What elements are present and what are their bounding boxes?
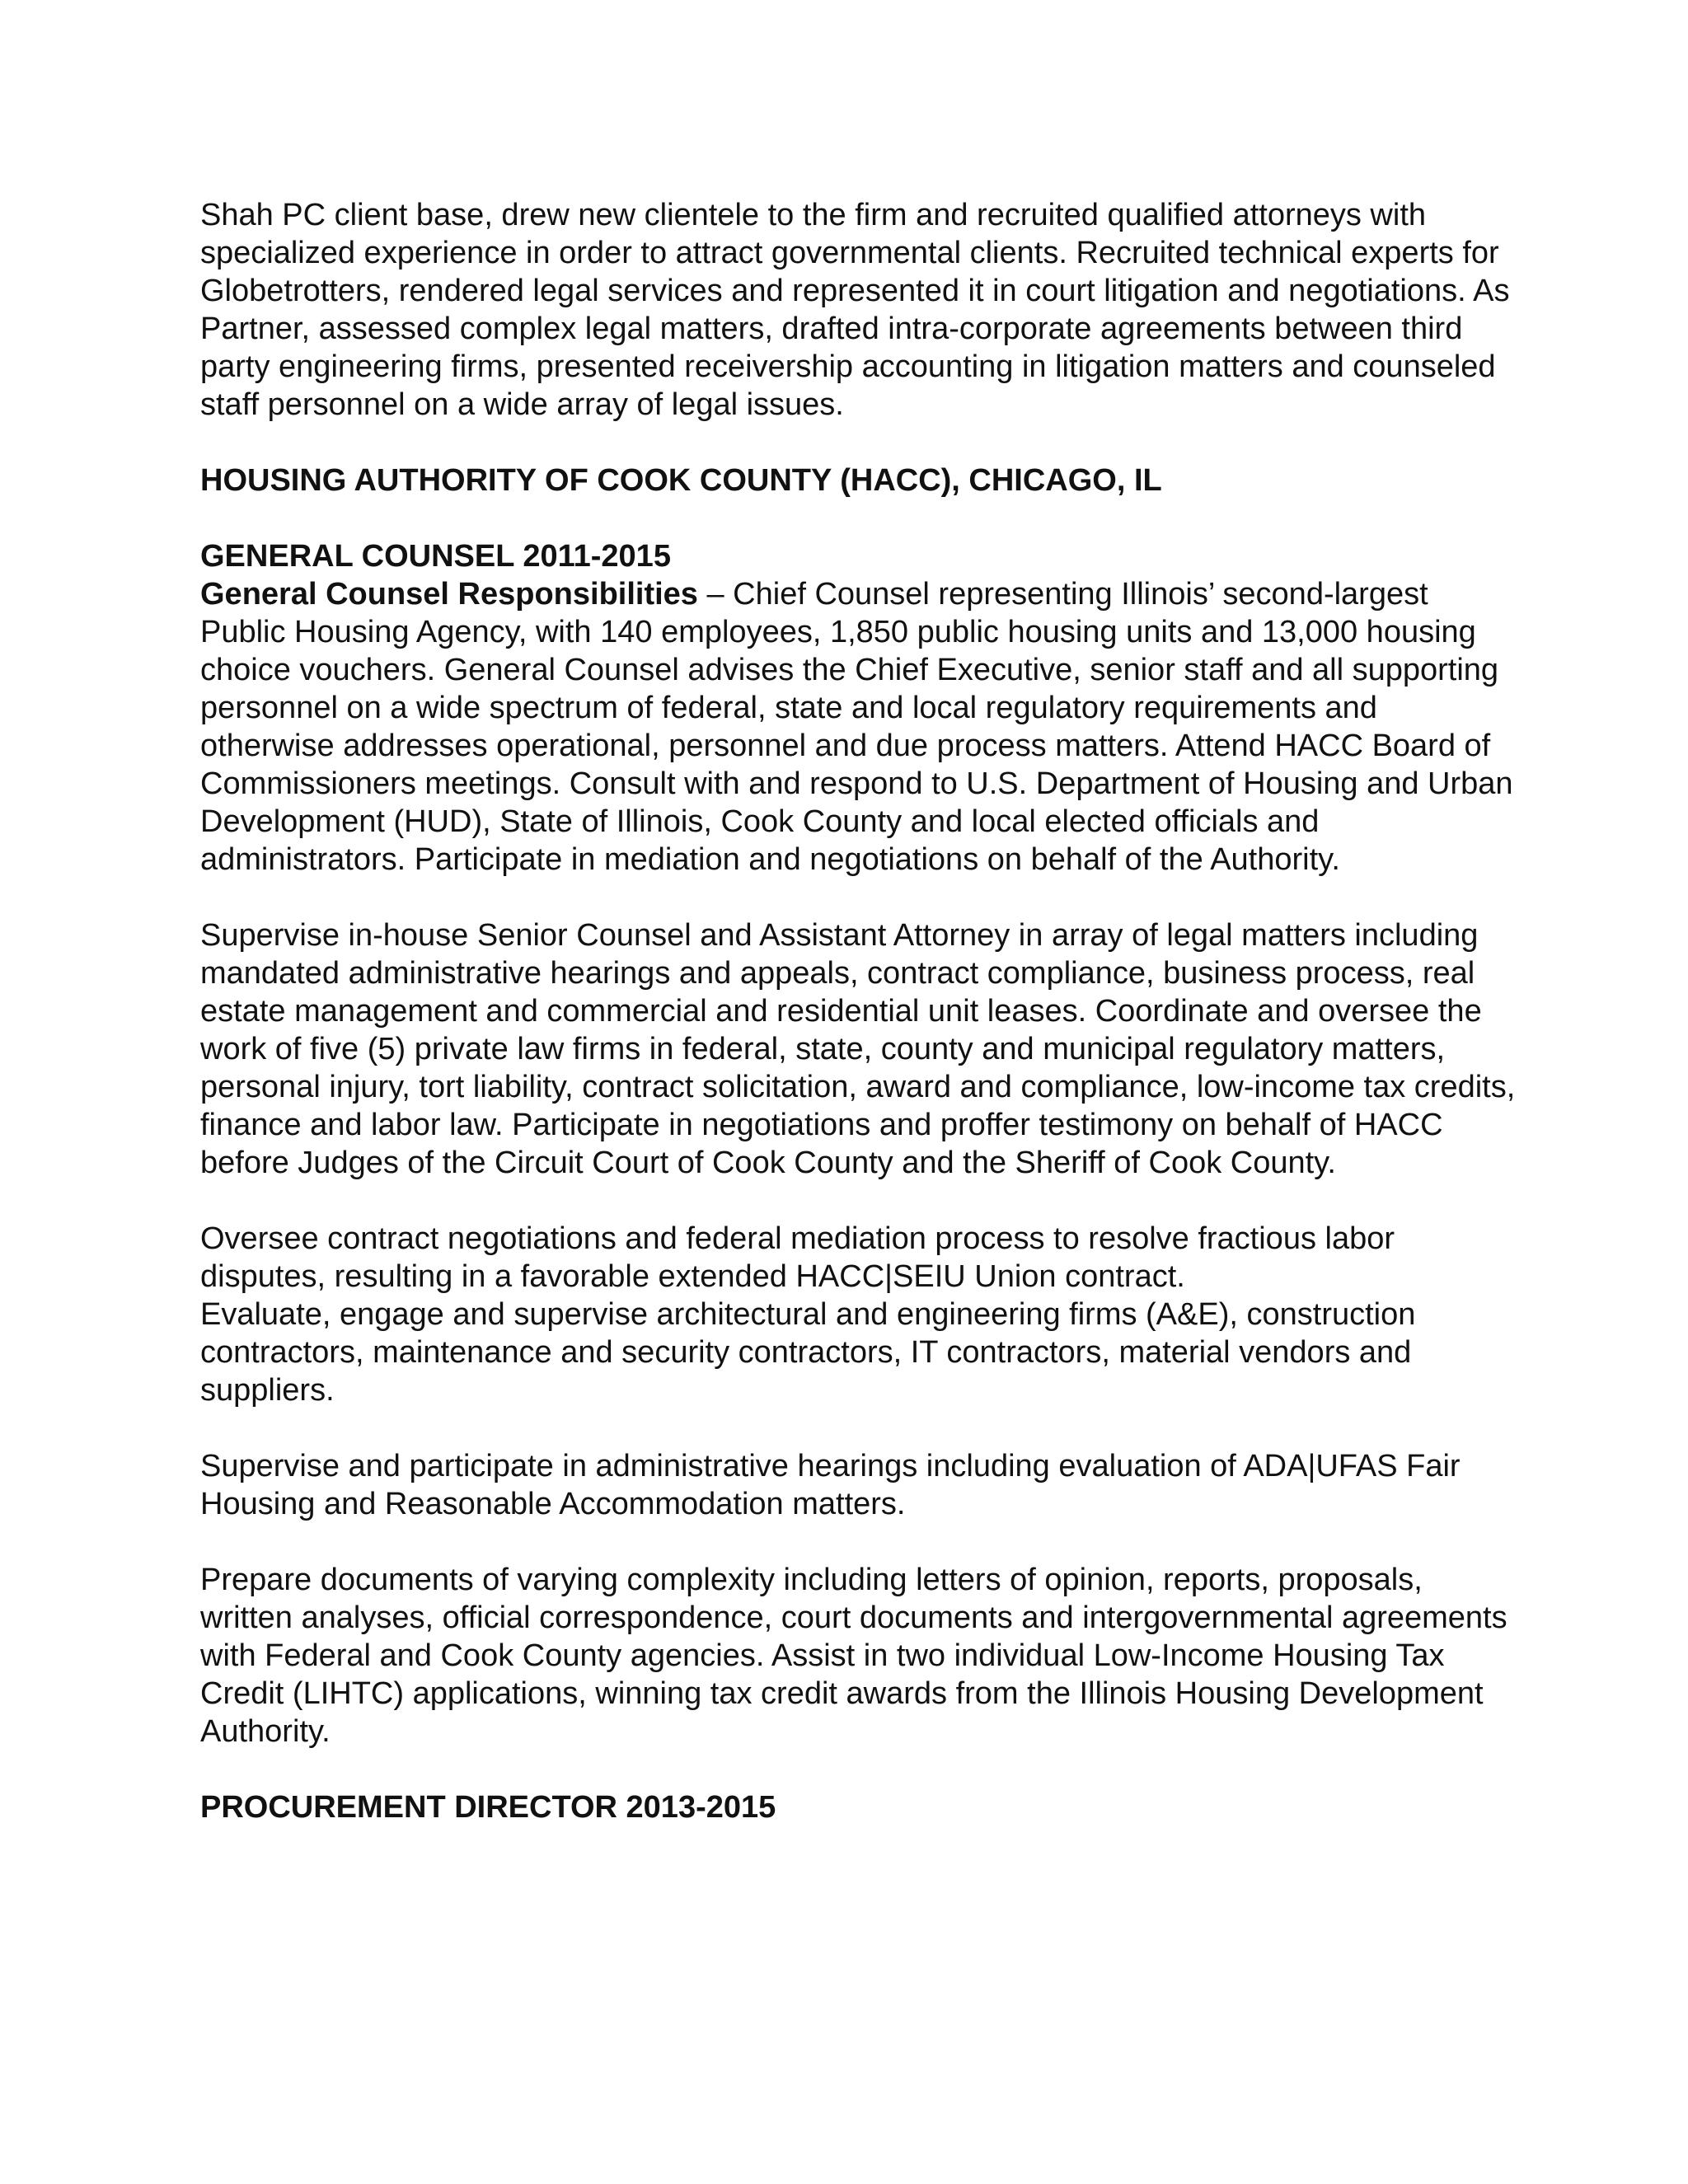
responsibilities-text: – Chief Counsel representing Illinois’ second-largest Public Housing Agency, with 140 employees, 1,850 public housing units and 13,000 housing choice vouchers. General Counsel advises the Chief Executive, senior staff and all supporting personnel on a wide spectrum of federal, state and local regulatory requirements and otherwise addresses operational, personnel and due process matters. Attend HACC Board of Commissioners meetings. Consult with and respond to U.S. Department of Housing and Urban Development (HUD), State of Illinois, Cook County and local elected officials and administrators. Participate in mediation and negotiations on behalf of the Authority. [200,577,1513,877]
responsibilities-paragraph [200,575,1519,879]
procurement-heading: PROCUREMENT DIRECTOR 2013-2015 [200,1790,776,1825]
general-counsel-heading: GENERAL COUNSEL 2011-2015 [200,539,671,574]
contract-negotiations-paragraph: Oversee contract negotiations and federal mediation process to resolve fractious labor disputes, resulting in a favorable extended HACC|SEIU Union contract. [200,1221,1395,1294]
documents-paragraph: Prepare documents of varying complexity including letters of opinion, reports, proposals, written analyses, official correspondence, court documents and intergovernmental agreements with Federal and Cook County agencies. Assist in two individual Low-Income Housing Tax Credit (LIHTC) applications, winning tax credit awards from the Illinois Housing Development Authority. [200,1563,1507,1749]
intro-paragraph: Shah PC client base, drew new clientele to the firm and recruited qualified attorneys with specialized experience in order to attract governmental clients. Recruited technical experts for Globetrotters, rendered legal services and represented it in court litigation and negotiations. As Partner, assessed complex legal matters, drafted intra-corporate agreements between third party engineering firms, presented receivership accounting in litigation matters and counseled staff personnel on a wide array of legal issues. [200,198,1510,422]
hearings-paragraph: Supervise and participate in administrative hearings including evaluation of ADA|UFAS Fair Housing and Reasonable Accommodation matters. [200,1449,1461,1521]
document-page [200,196,1519,1826]
evaluate-firms-paragraph: Evaluate, engage and supervise architectural and engineering firms (A&E), construction contractors, maintenance and security contractors, IT contractors, material vendors and suppliers. [200,1297,1416,1408]
supervise-counsel-paragraph: Supervise in-house Senior Counsel and Assistant Attorney in array of legal matters including mandated administrative hearings and appeals, contract compliance, business process, real estate management and commercial and residential unit leases. Coordinate and oversee the work of five (5) private law firms in federal, state, county and municipal regulatory matters, personal injury, tort liability, contract solicitation, award and compliance, low-income tax credits, finance and labor law. Participate in negotiations and proffer testimony on behalf of HACC before Judges of the Circuit Court of Cook County and the Sheriff of Cook County. [200,918,1516,1180]
employer-heading: HOUSING AUTHORITY OF COOK COUNTY (HACC), CHICAGO, IL [200,463,1162,498]
responsibilities-label: General Counsel Responsibilities [200,577,698,612]
